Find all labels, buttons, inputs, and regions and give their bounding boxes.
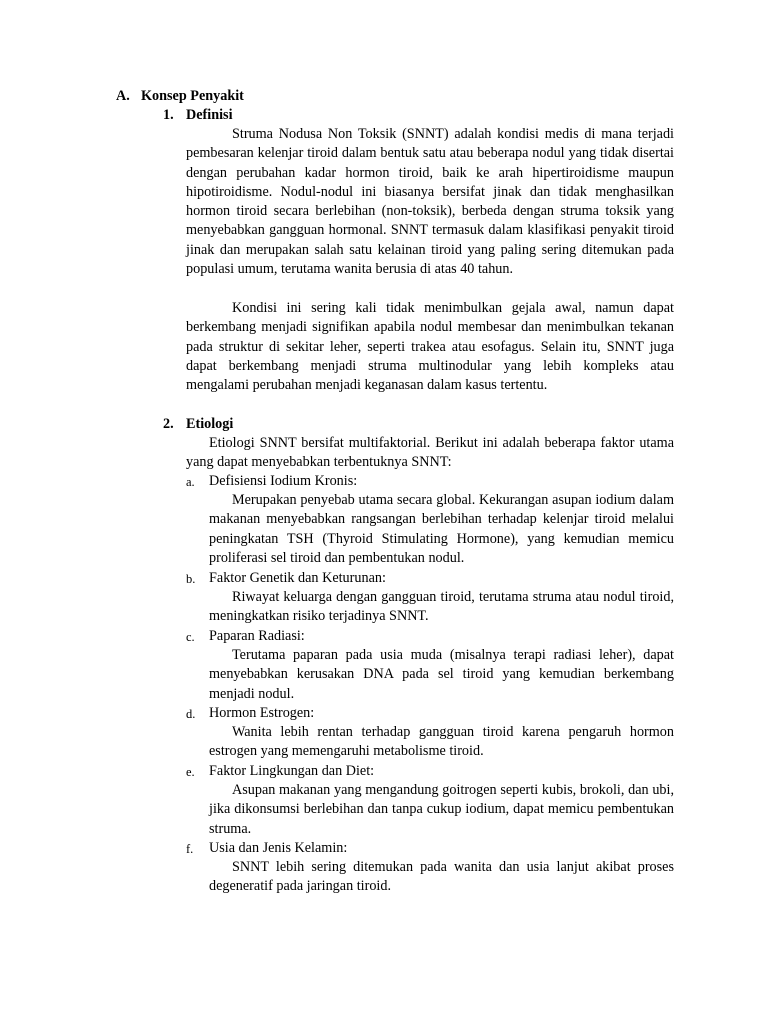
etiologi-item-title: Faktor Lingkungan dan Diet:: [209, 763, 375, 779]
definisi-paragraph-2: Kondisi ini sering kali tidak menimbulkan gejala awal, namun dapat berkembang menjadi signifikan apabila nodul membesar dan menimbulkan tekanan pada struktur di sekitar leher, seperti trakea atau esofagus. Selain itu, SNNT juga dapat berkembang menjadi struma multinodular yang lebih kompleks atau mengalami perubahan menjadi keganasan dalam kasus tertentu.: [186, 300, 674, 394]
etiologi-item-marker: b.: [186, 572, 196, 586]
etiologi-item-marker: e.: [186, 765, 195, 779]
etiologi-item-title: Hormon Estrogen:: [209, 705, 315, 721]
etiologi-item-text: Riwayat keluarga dengan gangguan tiroid, terutama struma atau nodul tiroid, meningkatkan risiko terjadinya SNNT.: [209, 589, 674, 625]
etiologi-item-text: Asupan makanan yang mengandung goitrogen seperti kubis, brokoli, dan ubi, jika dikonsumsi berlebihan dan tanpa cukup iodium, dapat memicu pembentukan struma.: [209, 782, 674, 837]
etiologi-item-marker: d.: [186, 707, 196, 721]
etiologi-heading: Etiologi: [186, 416, 234, 432]
etiologi-item-title: Faktor Genetik dan Keturunan:: [209, 570, 386, 586]
section-title: Konsep Penyakit: [141, 88, 244, 104]
etiologi-item-marker: a.: [186, 475, 195, 489]
section-marker: A.: [116, 88, 130, 104]
etiologi-number: 2.: [163, 416, 174, 432]
definisi-heading: Definisi: [186, 107, 233, 123]
definisi-paragraph-1: Struma Nodusa Non Toksik (SNNT) adalah kondisi medis di mana terjadi pembesaran kelenjar tiroid dalam bentuk satu atau beberapa nodul yang tidak disertai dengan perubahan kadar hormon tiroid, baik ke arah hipertiroidisme maupun hipotiroidisme. Nodul-nodul ini biasanya bersifat jinak dan tidak menghasilkan hormon tiroid secara berlebihan (non-toksik), berbeda dengan struma toksik yang menyebabkan gangguan hormonal. SNNT termasuk dalam klasifikasi penyakit tiroid jinak dan merupakan salah satu kelainan tiroid yang paling sering ditemukan pada populasi umum, terutama wanita berusia di atas 40 tahun.: [186, 126, 674, 278]
etiologi-item-marker: c.: [186, 630, 195, 644]
etiologi-item-marker: f.: [186, 842, 194, 856]
etiologi-item-text: Wanita lebih rentan terhadap gangguan tiroid karena pengaruh hormon estrogen yang memengaruhi metabolisme tiroid.: [209, 724, 674, 760]
etiologi-item-title: Paparan Radiasi:: [209, 628, 305, 644]
definisi-number: 1.: [163, 107, 174, 123]
etiologi-item-text: Terutama paparan pada usia muda (misalnya terapi radiasi leher), dapat menyebabkan kerusakan DNA pada sel tiroid yang kemudian berkembang menjadi nodul.: [209, 647, 674, 702]
etiologi-item-title: Defisiensi Iodium Kronis:: [209, 473, 358, 489]
etiologi-item-text: Merupakan penyebab utama secara global. Kekurangan asupan iodium dalam makanan menyebabkan rangsangan berlebihan terhadap kelenjar tiroid melalui peningkatan TSH (Thyroid Stimulating Hormone), yang kemudian memicu proliferasi sel tiroid dan pembentukan nodul.: [209, 492, 674, 566]
etiologi-item-title: Usia dan Jenis Kelamin:: [209, 840, 348, 856]
etiologi-item-text: SNNT lebih sering ditemukan pada wanita dan usia lanjut akibat proses degeneratif pada jaringan tiroid.: [209, 859, 674, 895]
etiologi-intro: Etiologi SNNT bersifat multifaktorial. Berikut ini adalah beberapa faktor utama yang dapat menyebabkan terbentuknya SNNT:: [186, 435, 674, 471]
